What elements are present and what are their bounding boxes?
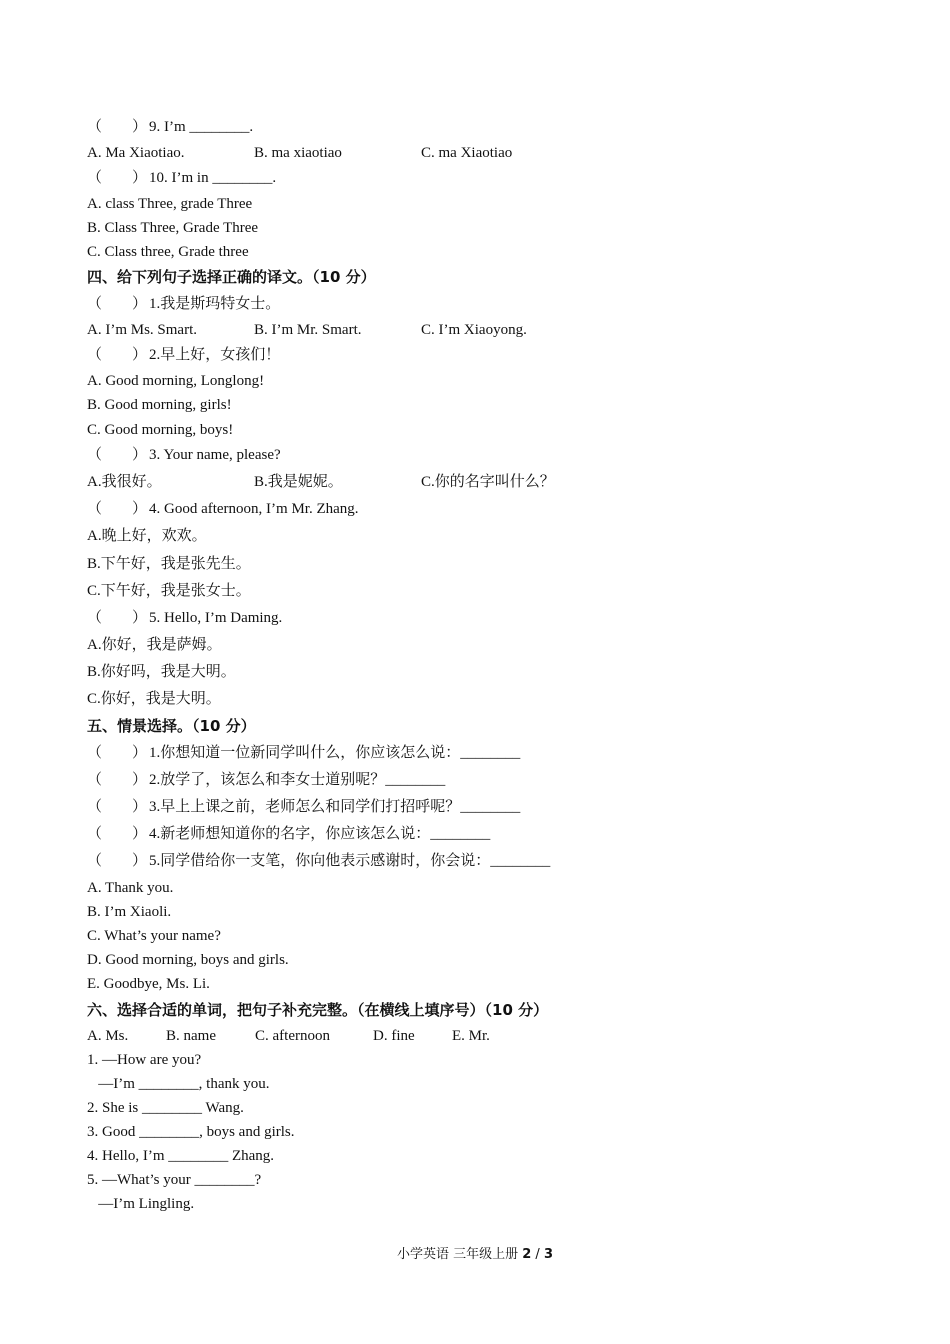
answer-paren[interactable]: （ ） (87, 119, 148, 135)
fill-sentence: —I’m Lingling. (87, 1196, 195, 1212)
fill-sentence: 4. Hello, I’m ________ Zhang. (87, 1148, 275, 1164)
question-4-2 (87, 345, 280, 365)
option-c: C. I’m Xiaoyong. (421, 322, 527, 338)
situation-option: D. Good morning, boys and girls. (87, 952, 289, 968)
answer-paren[interactable]: （ ） (87, 447, 148, 463)
situation-item (87, 797, 520, 817)
fill-sentence: 3. Good ________, boys and girls. (87, 1124, 295, 1140)
option-a: A.晚上好，欢欢。 (87, 528, 207, 544)
answer-paren[interactable]: （ ） (87, 347, 148, 363)
option-c: C.下午好，我是张女士。 (87, 583, 251, 599)
footer-title: 小学英语 三年级上册 (396, 1247, 523, 1262)
word-choice: B. name (166, 1028, 216, 1044)
situation-item (87, 824, 490, 844)
page-number: 2 (522, 1247, 532, 1262)
option-c: C. Class three, Grade three (87, 244, 249, 260)
situation-stem: 5.同学借给你一支笔，你向他表示感谢时，你会说：________ (149, 853, 551, 869)
answer-paren[interactable]: （ ） (87, 610, 148, 626)
option-b: B. Class Three, Grade Three (87, 220, 259, 236)
section-heading-6: 六、选择合适的单词，把句子补充完整。（在横线上填序号）（10 分） (87, 1001, 549, 1019)
question-10 (87, 168, 276, 188)
question-stem: 10. I’m in ________. (149, 170, 277, 186)
situation-option: B. I’m Xiaoli. (87, 904, 172, 920)
situation-stem: 1.你想知道一位新同学叫什么，你应该怎么说：________ (149, 745, 521, 761)
answer-paren[interactable]: （ ） (87, 853, 148, 869)
option-c: C.你的名字叫什么？ (421, 474, 555, 490)
section-heading-4: 四、给下列句子选择正确的译文。（10 分） (87, 268, 376, 286)
option-b: B. Good morning, girls! (87, 397, 232, 413)
fill-sentence: 1. —How are you? (87, 1052, 202, 1068)
situation-stem: 2.放学了，该怎么和李女士道别呢？________ (149, 772, 446, 788)
answer-paren[interactable]: （ ） (87, 772, 148, 788)
answer-paren[interactable]: （ ） (87, 296, 148, 312)
question-stem: 4. Good afternoon, I’m Mr. Zhang. (149, 501, 359, 517)
fill-sentence: —I’m ________, thank you. (87, 1076, 270, 1092)
section-heading-5: 五、情景选择。（10 分） (87, 717, 256, 735)
page-footer (0, 1246, 950, 1264)
word-choice: D. fine (373, 1028, 415, 1044)
situation-option: E. Goodbye, Ms. Li. (87, 976, 210, 992)
answer-paren[interactable]: （ ） (87, 745, 148, 761)
answer-paren[interactable]: （ ） (87, 826, 148, 842)
situation-option: C. What’s your name? (87, 928, 221, 944)
question-4-5 (87, 608, 282, 628)
option-c: C. ma Xiaotiao (421, 145, 513, 161)
word-choice: A. Ms. (87, 1028, 129, 1044)
option-b: B.我是妮妮。 (254, 474, 343, 490)
answer-paren[interactable]: （ ） (87, 170, 148, 186)
option-c: C.你好，我是大明。 (87, 691, 221, 707)
question-4-1 (87, 294, 280, 314)
page-separator: / (531, 1247, 544, 1262)
option-a: A. Good morning, Longlong! (87, 373, 265, 389)
question-stem: 9. I’m ________. (149, 119, 254, 135)
option-c: C. Good morning, boys! (87, 422, 234, 438)
word-choice: C. afternoon (255, 1028, 330, 1044)
option-a: A. Ma Xiaotiao. (87, 145, 185, 161)
situation-item (87, 743, 520, 763)
option-a: A. class Three, grade Three (87, 196, 253, 212)
situation-item (87, 851, 550, 871)
question-stem: 1.我是斯玛特女士。 (149, 296, 281, 312)
question-9 (87, 117, 253, 137)
question-stem: 5. Hello, I’m Daming. (149, 610, 283, 626)
option-a: A.你好，我是萨姆。 (87, 637, 222, 653)
word-choice: E. Mr. (452, 1028, 490, 1044)
situation-stem: 3.早上上课之前，老师怎么和同学们打招呼呢？________ (149, 799, 521, 815)
option-b: B. I’m Mr. Smart. (254, 322, 362, 338)
page-total: 3 (543, 1247, 553, 1262)
option-a: A.我很好。 (87, 474, 162, 490)
fill-sentence: 5. —What’s your ________? (87, 1172, 262, 1188)
question-4-4 (87, 499, 359, 519)
question-4-3 (87, 445, 281, 465)
situation-option: A. Thank you. (87, 880, 174, 896)
option-b: B. ma xiaotiao (254, 145, 342, 161)
answer-paren[interactable]: （ ） (87, 501, 148, 517)
situation-item (87, 770, 445, 790)
answer-paren[interactable]: （ ） (87, 799, 148, 815)
option-b: B.你好吗，我是大明。 (87, 664, 236, 680)
option-b: B.下午好，我是张先生。 (87, 556, 251, 572)
fill-sentence: 2. She is ________ Wang. (87, 1100, 244, 1116)
option-a: A. I’m Ms. Smart. (87, 322, 197, 338)
situation-stem: 4.新老师想知道你的名字，你应该怎么说：________ (149, 826, 491, 842)
question-stem: 2.早上好，女孩们！ (149, 347, 281, 363)
question-stem: 3. Your name, please? (149, 447, 281, 463)
